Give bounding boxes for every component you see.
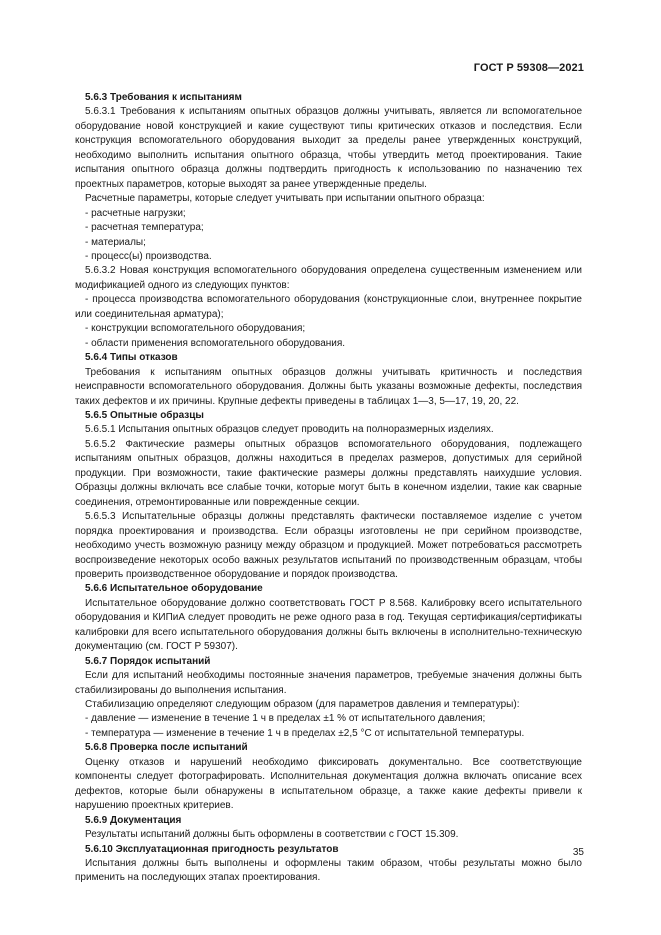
page-number: 35 (572, 847, 584, 858)
document-code: ГОСТ Р 59308—2021 (473, 62, 584, 74)
document-body (75, 91, 582, 886)
paragraph: 5.6.5.3 Испытательные образцы должны представлять фактически поставляемое изделие с учетом порядка проектирования и производства. Если образцы изготовлены не при серийном производстве, необходимо учесть возможную разницу между образцом и продукцией. Может потребоваться рассмотреть воспроизведение некоторых особо важных результатов испытаний по производственным образцам, чтобы проверить производственное оборудование и порядок производства. (75, 511, 582, 580)
section-heading: 5.6.8 Проверка после испытаний (85, 742, 248, 754)
paragraph: 5.6.3.2 Новая конструкция вспомогательного оборудования определена существенным изменением или модификацией одного из следующих пунктов: (75, 265, 582, 291)
list-item: - области применения вспомогательного оборудования. (85, 337, 346, 349)
paragraph: Оценку отказов и нарушений необходимо фиксировать документально. Все соответствующие компоненты следует фотографировать. Исполнительная документация должна включать описание всех дефектов, которые были обнаружены в испытательном образце, а также какие дефекты привели к нарушению проектных критериев. (75, 756, 582, 812)
list-item: - материалы; (85, 236, 146, 248)
section-heading: 5.6.10 Эксплуатационная пригодность результатов (85, 843, 339, 855)
list-item: - расчетная температура; (85, 222, 204, 234)
section-heading: 5.6.7 Порядок испытаний (85, 655, 211, 667)
paragraph: 5.6.5.2 Фактические размеры опытных образцов вспомогательного оборудования, подлежащего испытаниям опытных образцов, должны находиться в пределах размеров, допустимых для серийной продукции. При возможности, такие фактические размеры должны представлять наихудшие условия. Образцы должны включать все слабые точки, которые могут быть в конечном изделии, такие как сварные соединения, отремонтированные или поврежденные секции. (75, 438, 582, 508)
paragraph: Если для испытаний необходимы постоянные значения параметров, требуемые значения должны быть стабилизированы до выполнения испытания. (75, 670, 582, 696)
list-item: - температура — изменение в течение 1 ч в пределах ±2,5 °С от испытательной температуры. (85, 727, 525, 739)
paragraph: Требования к испытаниям опытных образцов должны учитывать критичность и последствия неисправности вспомогательного оборудования. Должны быть указаны возможные дефекты, последствия таких дефектов и их причины. Крупные дефекты приведены в таблицах 1—3, 5—17, 19, 20, 22. (75, 366, 582, 407)
paragraph: Испытания должны быть выполнены и оформлены таким образом, чтобы результаты можно было применить на последующих этапах проектирования. (75, 858, 582, 884)
list-item: - процесс(ы) производства. (85, 250, 212, 262)
paragraph: 5.6.3.1 Требования к испытаниям опытных образцов должны учитывать, является ли вспомогательное оборудование новой конструкцией и какие существуют типы критических отказов и последствия. Если конструкция вспомогательного оборудования выходит за пределы ранее утвержденных конструкций, необходимо выполнить испытания опытного образца, чтобы утвердить метод проектирования. Такие испытания опытного образца должны подтвердить пригодность к использованию по назначению тех проектных параметров, которые выходят за ранее утвержденные пределы. (75, 106, 582, 190)
list-item: - давление — изменение в течение 1 ч в пределах ±1 % от испытательного давления; (85, 713, 486, 725)
section-heading: 5.6.5 Опытные образцы (85, 409, 204, 421)
section-heading: 5.6.3 Требования к испытаниям (85, 92, 242, 103)
section-heading: 5.6.4 Типы отказов (85, 352, 178, 364)
paragraph: 5.6.5.1 Испытания опытных образцов следует проводить на полноразмерных изделиях. (85, 424, 494, 436)
list-item: - конструкции вспомогательного оборудования; (85, 323, 306, 335)
paragraph: Результаты испытаний должны быть оформлены в соответствии с ГОСТ 15.309. (85, 829, 459, 841)
list-item: - расчетные нагрузки; (85, 207, 186, 219)
list-item: - процесса производства вспомогательного оборудования (конструкционные слои, внутреннее покрытие или соединительная арматура); (75, 294, 582, 320)
paragraph: Расчетные параметры, которые следует учитывать при испытании опытного образца: (85, 193, 485, 205)
section-heading: 5.6.6 Испытательное оборудование (85, 583, 263, 595)
paragraph: Стабилизацию определяют следующим образом (для параметров давления и температуры): (85, 699, 520, 711)
paragraph: Испытательное оборудование должно соответствовать ГОСТ Р 8.568. Калибровку всего испытательного оборудования и КИПиА следует проводить не реже одного раза в год. Текущая сертификация/сертификаты калибровки для всего испытательного оборудования должны быть включены в исполнительно-техническую документацию (см. ГОСТ Р 59307). (75, 597, 582, 653)
section-heading: 5.6.9 Документация (85, 814, 182, 826)
